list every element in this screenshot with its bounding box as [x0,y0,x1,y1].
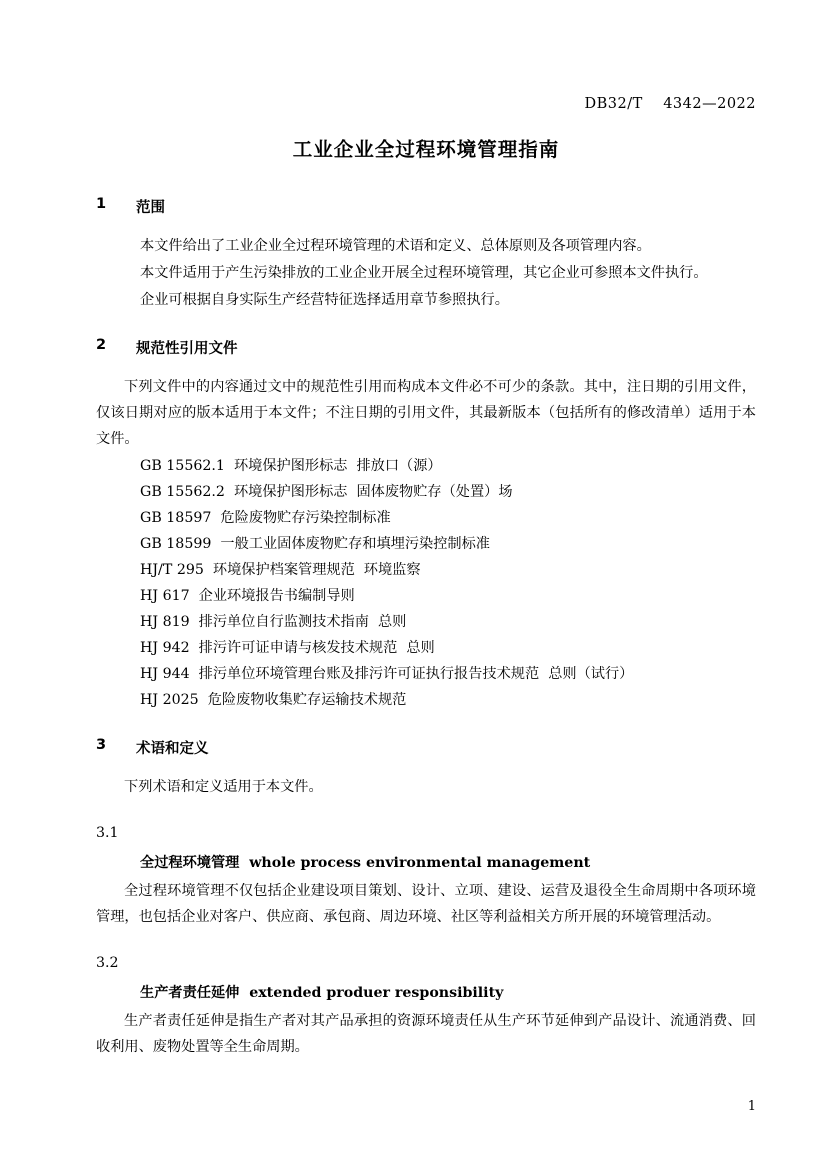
reference-item: HJ 942 排污许可证申请与核发技术规范 总则 [140,640,435,656]
section-heading-1 [96,196,756,217]
section-heading-2 [96,337,756,358]
page-content [96,96,756,1060]
reference-item: HJ 617 企业环境报告书编制导则 [140,588,355,604]
reference-item: HJ 819 排污单位自行监测技术指南 总则 [140,614,407,630]
term-definition: 全过程环境管理不仅包括企业建设项目策划、设计、立项、建设、运营及退役全生命周期中各项环境管理，也包括企业对客户、供应商、承包商、周边环境、社区等利益相关方所开展的环境管理活动。 [96,883,756,925]
reference-item: GB 18599 一般工业固体废物贮存和填埋污染控制标准 [140,536,490,552]
page-title: 工业企业全过程环境管理指南 [292,138,560,161]
paragraph: 本文件给出了工业企业全过程环境管理的术语和定义、总体原则及各项管理内容。 [140,238,651,254]
term-label: 全过程环境管理 whole process environmental management [140,855,591,871]
section-title-1: 范围 [136,200,165,216]
reference-item: HJ 944 排污单位环境管理台账及排污许可证执行报告技术规范 总则（试行） [140,666,634,682]
page-number: 1 [747,1099,756,1114]
term-label: 生产者责任延伸 extended produer responsibility [140,985,504,1001]
term-number: 3.2 [96,955,119,971]
section-intro-paragraph: 下列文件中的内容通过文中的规范性引用而构成本文件必不可少的条款。其中，注日期的引用文件，仅该日期对应的版本适用于本文件；不注日期的引用文件，其最新版本（包括所有的修改清单）适用于本文件。 [96,379,756,447]
term-definition: 生产者责任延伸是指生产者对其产品承担的资源环境责任从生产环节延伸到产品设计、流通消费、回收利用、废物处置等全生命周期。 [96,1013,756,1055]
standard-code-header: DB32/T 4342—2022 [584,96,756,112]
paragraph: 企业可根据自身实际生产经营特征选择适用章节参照执行。 [140,292,509,308]
section-number-1: 1 [96,196,107,212]
reference-item: GB 18597 危险废物贮存污染控制标准 [140,510,391,526]
reference-item: HJ 2025 危险废物收集贮存运输技术规范 [140,692,407,708]
reference-item: HJ/T 295 环境保护档案管理规范 环境监察 [140,562,421,578]
section-title-2: 规范性引用文件 [136,341,238,357]
section-heading-3 [96,737,756,758]
reference-item: GB 15562.2 环境保护图形标志 固体废物贮存（处置）场 [140,484,513,500]
section-title-3: 术语和定义 [136,741,209,757]
section-number-2: 2 [96,337,107,353]
reference-item: GB 15562.1 环境保护图形标志 排放口（源） [140,458,442,474]
section-intro-paragraph: 下列术语和定义适用于本文件。 [124,779,323,795]
term-number: 3.1 [96,825,119,841]
section-number-3: 3 [96,737,107,753]
paragraph: 本文件适用于产生污染排放的工业企业开展全过程环境管理，其它企业可参照本文件执行。 [140,265,708,281]
